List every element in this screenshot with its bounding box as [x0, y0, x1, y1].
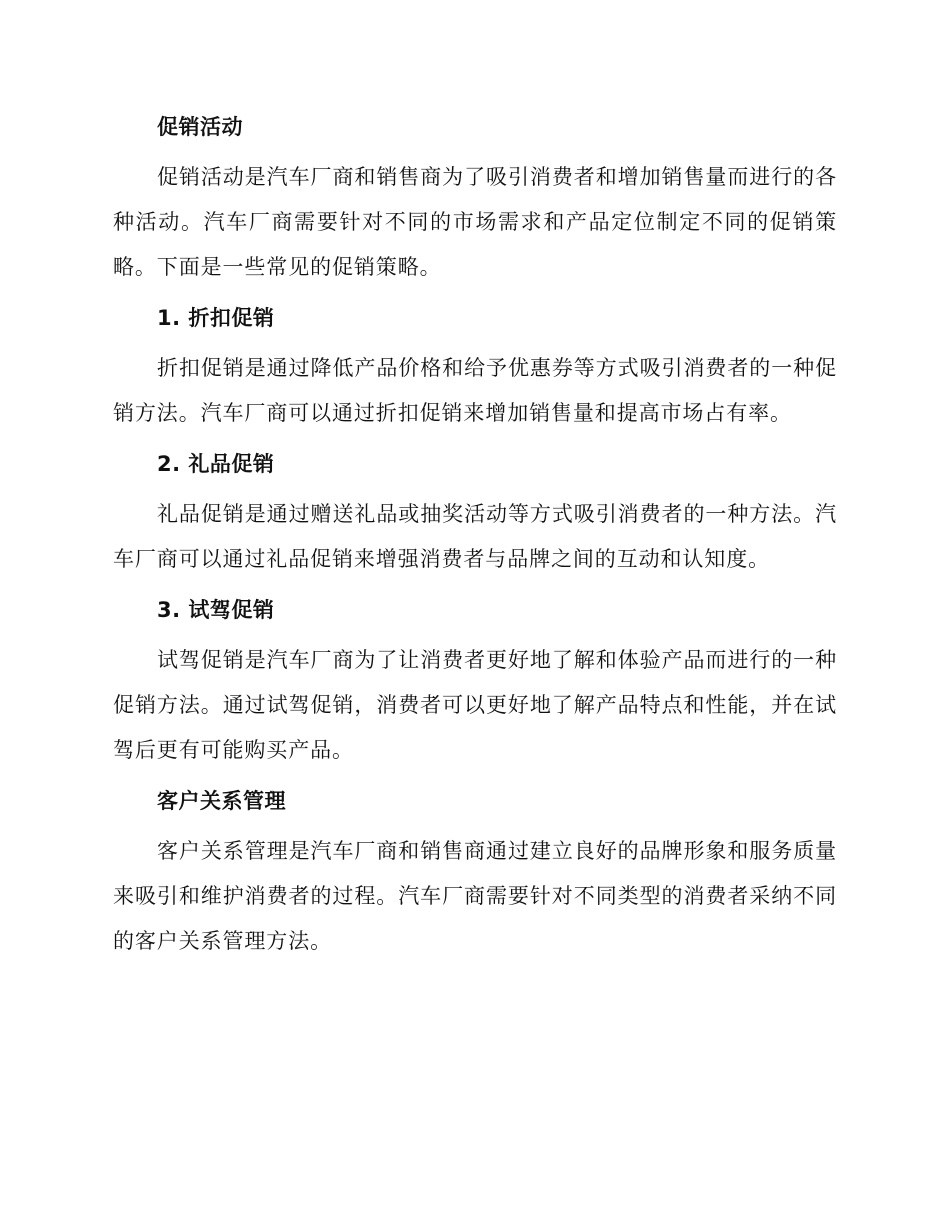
- document-body: [113, 107, 837, 964]
- section-paragraph-crm: 客户关系管理是汽车厂商和销售商通过建立良好的品牌形象和服务质量来吸引和维护消费者的过程。汽车厂商需要针对不同类型的消费者采纳不同的客户关系管理方法。: [113, 839, 837, 953]
- section-paragraph-test-drive: 试驾促销是汽车厂商为了让消费者更好地了解和体验产品而进行的一种促销方法。通过试驾促销，消费者可以更好地了解产品特点和性能，并在试驾后更有可能购买产品。: [113, 648, 837, 762]
- section-heading-test-drive: 3. 试驾促销: [157, 598, 275, 622]
- section-heading-discount: 1. 折扣促销: [157, 306, 275, 330]
- section-paragraph-gift: 礼品促销是通过赠送礼品或抽奖活动等方式吸引消费者的一种方法。汽车厂商可以通过礼品促销来增强消费者与品牌之间的互动和认知度。: [113, 502, 837, 571]
- section-heading-promotions: 促销活动: [157, 115, 243, 139]
- section-heading-crm: 客户关系管理: [157, 789, 286, 813]
- section-paragraph-discount: 折扣促销是通过降低产品价格和给予优惠券等方式吸引消费者的一种促销方法。汽车厂商可以通过折扣促销来增加销售量和提高市场占有率。: [113, 356, 837, 425]
- section-paragraph-promotions: 促销活动是汽车厂商和销售商为了吸引消费者和增加销售量而进行的各种活动。汽车厂商需要针对不同的市场需求和产品定位制定不同的促销策略。下面是一些常见的促销策略。: [113, 165, 837, 279]
- section-heading-gift: 2. 礼品促销: [157, 452, 275, 476]
